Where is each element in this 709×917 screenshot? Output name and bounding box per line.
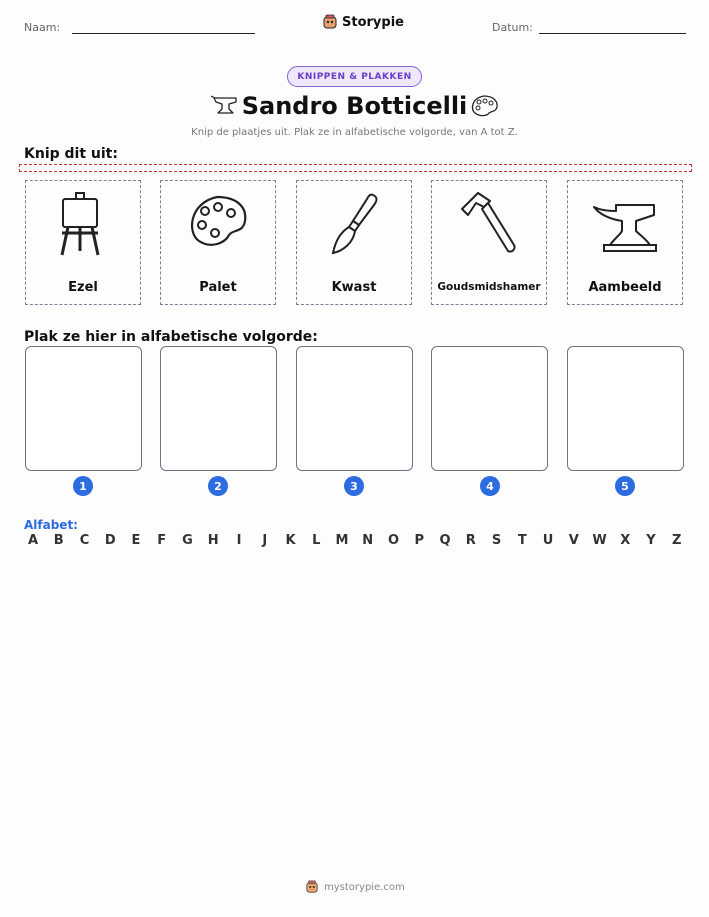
date-line[interactable] [539, 33, 686, 34]
cut-label-paintbrush: Kwast [331, 280, 377, 295]
instructions: Knip de plaatjes uit. Plak ze in alfabetische volgorde, van A tot Z. [191, 127, 518, 138]
alphabet-letter: U [542, 533, 554, 548]
cut-card-anvil[interactable] [567, 180, 683, 305]
palette-icon [185, 189, 249, 259]
alphabet-letter: C [79, 533, 90, 548]
alphabet-letter: T [517, 533, 527, 548]
cut-card-hammer[interactable] [431, 180, 547, 305]
hammer-icon [456, 189, 520, 259]
cut-line [19, 164, 692, 172]
footer-url[interactable]: mystorypie.com [324, 881, 405, 893]
alphabet-letter: Q [439, 533, 451, 548]
alphabet-letter: K [285, 533, 296, 548]
brand-logo [322, 14, 404, 30]
slot-number-3: 3 [344, 476, 364, 496]
alphabet-letter: I [236, 533, 242, 548]
alphabet-letter: S [491, 533, 502, 548]
alphabet-letter: D [104, 533, 116, 548]
paste-heading: Plak ze hier in alfabetische volgorde: [24, 329, 318, 345]
slot-number-5: 5 [615, 476, 635, 496]
cut-card-paintbrush[interactable] [296, 180, 412, 305]
alphabet-letter: V [568, 533, 579, 548]
paste-box-5[interactable] [567, 346, 684, 471]
paste-box-3[interactable] [296, 346, 413, 471]
alphabet-letter: N [362, 533, 374, 548]
alphabet-letter: R [465, 533, 476, 548]
alphabet-letter: F [157, 533, 167, 548]
cut-heading: Knip dit uit: [24, 146, 118, 162]
cut-label-easel: Ezel [68, 280, 98, 295]
alphabet-letter: H [207, 533, 219, 548]
alphabet-letter: A [27, 533, 39, 548]
cut-label-hammer: Goudsmidshamer [437, 281, 541, 293]
alphabet-letter: W [592, 533, 607, 548]
brand-name: Storypie [342, 14, 404, 30]
alphabet-letter: X [620, 533, 631, 548]
storypie-icon [322, 14, 338, 30]
alphabet-row [24, 533, 686, 548]
slot-number-4: 4 [480, 476, 500, 496]
alphabet-letter: J [262, 533, 268, 548]
cut-label-anvil: Aambeeld [588, 280, 662, 295]
cut-card-easel[interactable] [25, 180, 141, 305]
alphabet-letter: P [414, 533, 425, 548]
easel-icon [54, 189, 114, 259]
activity-badge: KNIPPEN & PLAKKEN [287, 66, 422, 87]
paste-box-1[interactable] [25, 346, 142, 471]
date-label: Datum: [492, 21, 533, 34]
name-line[interactable] [72, 33, 255, 34]
alphabet-letter: L [312, 533, 321, 548]
alphabet-letter: O [387, 533, 400, 548]
alphabet-letter: M [335, 533, 349, 548]
storypie-icon [305, 880, 319, 894]
cut-label-palette: Palet [199, 280, 237, 295]
alphabet-letter: E [131, 533, 141, 548]
alphabet-label: Alfabet: [24, 518, 78, 532]
name-label: Naam: [24, 21, 61, 34]
anvil-icon [590, 189, 660, 259]
page-title: Sandro Botticelli [241, 92, 468, 120]
palette-icon [469, 94, 499, 118]
alphabet-letter: B [53, 533, 64, 548]
paintbrush-icon [325, 189, 385, 259]
footer [305, 880, 405, 894]
slot-number-2: 2 [208, 476, 228, 496]
paste-box-2[interactable] [160, 346, 277, 471]
slot-number-1: 1 [73, 476, 93, 496]
alphabet-letter: Y [646, 533, 656, 548]
paste-box-4[interactable] [431, 346, 548, 471]
alphabet-letter: G [182, 533, 193, 548]
alphabet-letter: Z [672, 533, 682, 548]
cut-card-palette[interactable] [160, 180, 276, 305]
